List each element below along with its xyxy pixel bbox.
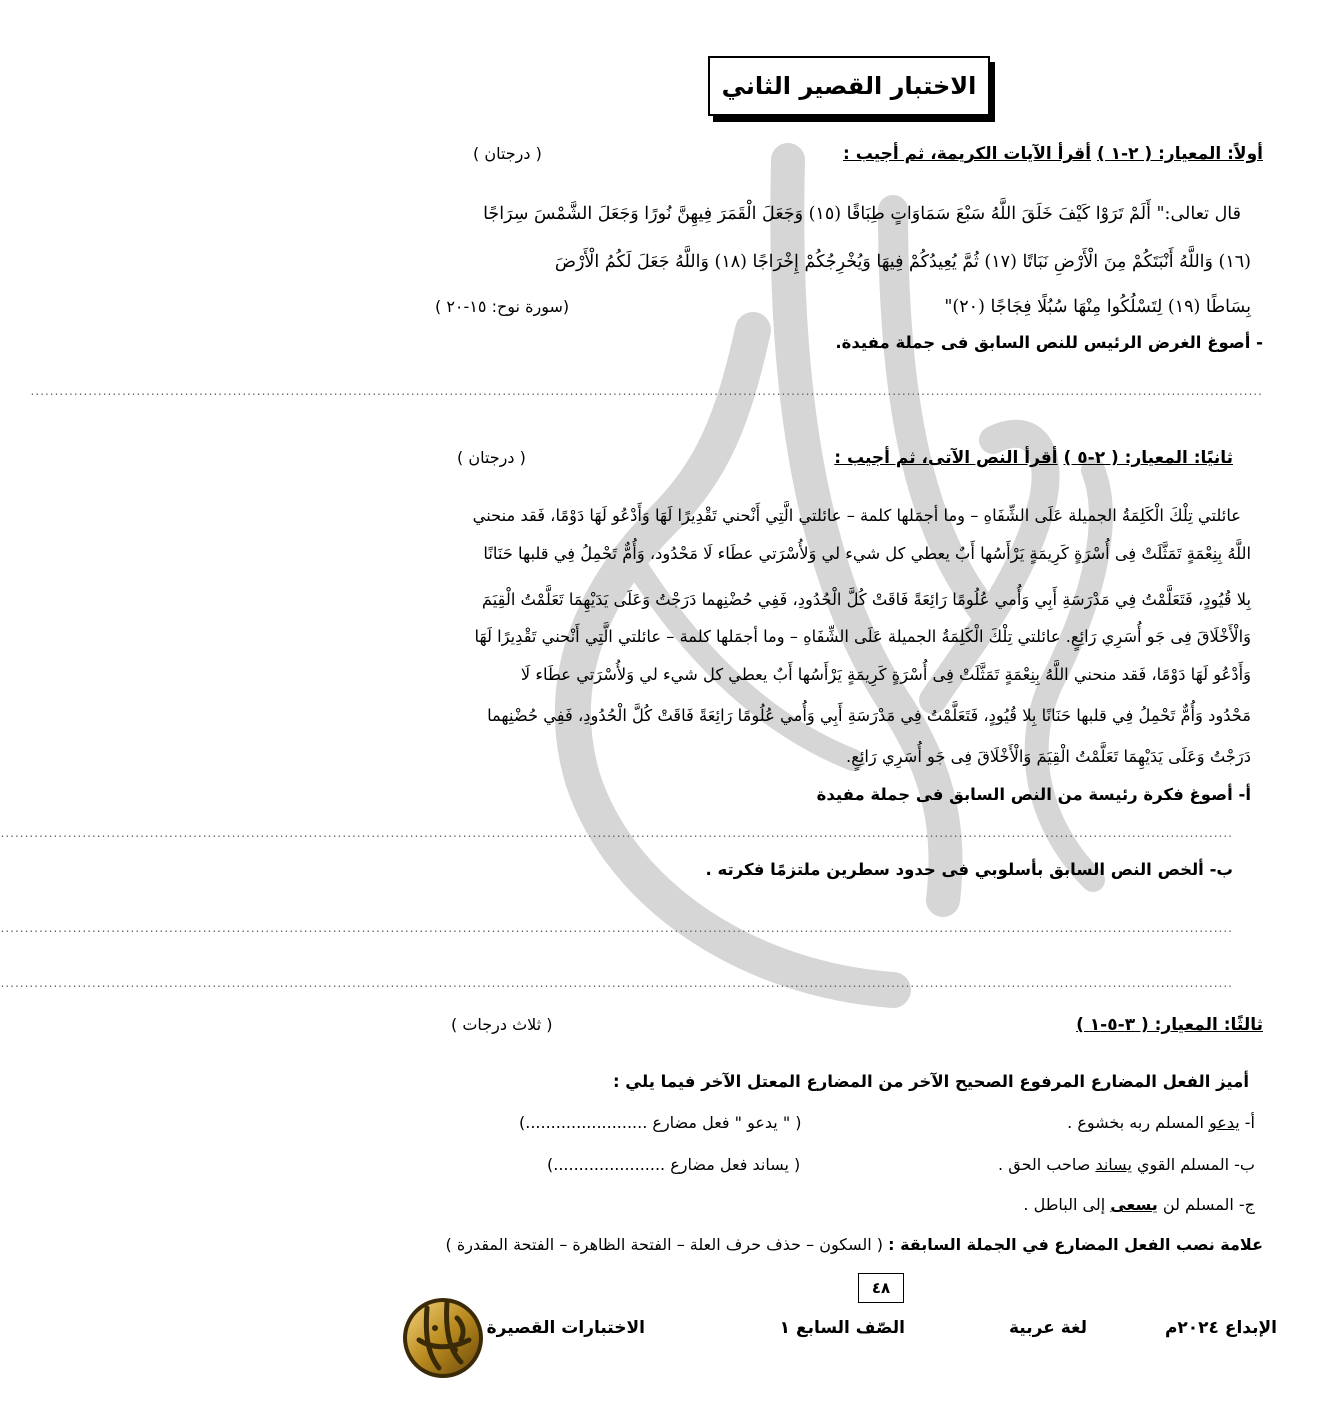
passage-line: وَأَدْعُو لَهَا دَوْمًا، فَقد منحني اللَّهُ بِنِعْمَةٍ تَمَثَّلَتْ فِى أُسْرَةٍ كَرِيمَةٍ يَرْأَسُها أَبٌ يعطي كل شيء لي وَلأُسْرَتي عطَاء لَا <box>520 665 1251 684</box>
item-b-prefix: ب- المسلم القوي <box>1131 1155 1255 1174</box>
brand-logo-icon <box>397 1288 489 1382</box>
passage-line: دَرَجْتُ وَعَلَى يَدَيْهِمَا تَعَلَّمْتُ الْقِيَمَ وَالْأَخْلَاقَ فِى جَو أُسَرِي رَائِعٍ. <box>846 747 1251 766</box>
passage-line: مَحْدُود وَأُمٌّ تَحْمِلُ فِي قلبها حَنَانًا بِلا قُيُودٍ، فَتَعَلَّمْتُ فِي مَدْرَسَةِ أَبِي وَأُمي عُلُومًا رَائِعَةً فَاقَتْ كُلَّ الْحُدُودِ، فَفِي حُضْنِهما <box>487 706 1251 725</box>
item-c-verb: يسعى <box>1110 1195 1158 1214</box>
verse-line: بِسَاطًا (١٩) لِتَسْلُكُوا مِنْهَا سُبُلًا فِجَاجًا (٢٠)" <box>944 297 1251 317</box>
section1-heading <box>843 144 1263 164</box>
item-a-rest: المسلم ربه بخشوع . <box>1067 1113 1210 1132</box>
page-title: الاختبار القصير الثاني <box>708 56 990 116</box>
section2-question-b: ب- ألخص النص السابق بأسلوبي فى حدود سطرين ملتزمًا فكرته . <box>705 860 1233 879</box>
footer-brand: الإبداع ٢٠٢٤م <box>1164 1318 1277 1338</box>
section2-grade: ( درجتان ) <box>457 448 526 467</box>
item-a-verb: يدعو <box>1209 1113 1240 1132</box>
section2-question-a: أ- أصوغ فكرة رئيسة من النص السابق فى جملة مفيدة <box>816 785 1251 804</box>
page-number: ٤٨ <box>858 1273 904 1303</box>
footer-series: الاختبارات القصيرة <box>486 1318 645 1338</box>
section1-grade: ( درجتان ) <box>473 144 542 163</box>
section1-question: - أصوغ الغرض الرئيس للنص السابق فى جملة مفيدة. <box>835 333 1263 352</box>
passage-line: بِلا قُيُودٍ، فَتَعَلَّمْتُ فِي مَدْرَسَةِ أَبِي وَأُمي عُلُومًا رَائِعَةً فَاقَتْ كُلَّ الْحُدُودِ، فَفِي حُضْنِهما دَرَجْتُ وَعَلَى يَدَيْهِمَا تَعَلَّمْتُ الْقِيَمَ <box>481 590 1251 609</box>
section3-criterion: ثالثًا: المعيار: ( ٣-٥-١ ) <box>1076 1015 1263 1035</box>
answer-line[interactable]: ................................................................................................................................................................................................................................................................ <box>30 384 1263 398</box>
section3-grade: ( ثلاث درجات ) <box>451 1015 553 1034</box>
section1-instruction: أقرأ الآيات الكريمة، ثم أجيب : <box>842 144 1092 164</box>
answer-line[interactable]: ................................................................................................................................................................................................................................................................ <box>0 921 1233 935</box>
verse-line: (١٦) وَاللَّهُ أَنْبَتَكُمْ مِنَ الْأَرْضِ نَبَاتًا (١٧) ثُمَّ يُعِيدُكُمْ فِيهَا وَيُخْرِجُكُمْ إِخْرَاجًا (١٨) وَاللَّهُ جَعَلَ لَكُمُ الْأَرْضَ <box>554 252 1251 272</box>
answer-line[interactable]: ................................................................................................................................................................................................................................................................ <box>0 826 1233 840</box>
nasb-question <box>446 1235 1264 1254</box>
section2-heading <box>834 448 1233 468</box>
item-a <box>1067 1113 1255 1132</box>
verse-source: (سورة نوح: ١٥-٢٠ ) <box>435 297 570 316</box>
item-c-rest: إلى الباطل . <box>1023 1195 1111 1214</box>
item-b <box>998 1155 1255 1174</box>
answer-line[interactable]: ................................................................................................................................................................................................................................................................ <box>0 976 1233 990</box>
passage-line: عائلتي تِلْكَ الْكَلِمَةُ الجميلة عَلَى الشِّفَاهِ – وما أجمَلها كلمة – عائلتي الَّتِي أَنْحني تَقْدِيرًا لَهَا وَأَدْعُو لَهَا دَوْمًا، فَقد منحني <box>472 506 1241 525</box>
footer-subject: لغة عربية <box>1008 1318 1087 1338</box>
item-a-answer[interactable]: ( " يدعو " فعل مضارع ........................) <box>519 1113 802 1132</box>
passage-line: اللَّهُ بِنِعْمَةٍ تَمَثَّلَتْ فِى أُسْرَةٍ كَرِيمَةٍ يَرْأَسُها أَبٌ يعطي كل شيء لي وَلأُسْرَتي عطَاء لَا مَحْدُود، وَأُمٌّ تَحْمِلُ فِي قلبها حَنَانًا <box>483 544 1251 563</box>
item-c <box>1023 1195 1255 1214</box>
section3-heading <box>1076 1015 1263 1035</box>
item-b-rest: صاحب الحق . <box>998 1155 1096 1174</box>
section1-criterion: أولاً: المعيار: ( ٢-١ ) <box>1096 144 1263 164</box>
item-b-answer[interactable]: ( يساند فعل مضارع ......................) <box>547 1155 801 1174</box>
section3-instruction: أميز الفعل المضارع المرفوع الصحيح الآخر من المضارع المعتل الآخر فيما يلي : <box>612 1072 1249 1091</box>
item-a-prefix: أ- <box>1239 1113 1255 1132</box>
nasb-label: علامة نصب الفعل المضارع في الجملة السابقة : <box>888 1235 1263 1254</box>
item-c-prefix: ج- المسلم لن <box>1157 1195 1255 1214</box>
verse-line: قال تعالى:" أَلَمْ تَرَوْا كَيْفَ خَلَقَ اللَّهُ سَبْعَ سَمَاوَاتٍ طِبَاقًا (١٥) وَجَعَلَ الْقَمَرَ فِيهِنَّ نُورًا وَجَعَلَ الشَّمْسَ سِرَاجًا <box>483 204 1241 224</box>
nasb-options[interactable]: ( السكون – حذف حرف العلة – الفتحة الظاهرة – الفتحة المقدرة ) <box>445 1235 883 1254</box>
item-b-verb: يساند <box>1095 1155 1132 1174</box>
section2-instruction: أقرأ النص الآتى، ثم أجيب : <box>834 448 1058 468</box>
footer-grade: الصّف السابع ١ <box>779 1318 905 1338</box>
passage-line: وَالْأَخْلَاقَ فِى جَو أُسَرِي رَائِعٍ. عائلتي تِلْكَ الْكَلِمَةُ الجميلة عَلَى الشِّفَاهِ – وما أجمَلها كلمة – عائلتي الَّتِي أَنْحني تَقْدِيرًا لَهَا <box>474 627 1251 646</box>
section2-criterion: ثانيًا: المعيار: ( ٢-٥ ) <box>1063 448 1233 468</box>
